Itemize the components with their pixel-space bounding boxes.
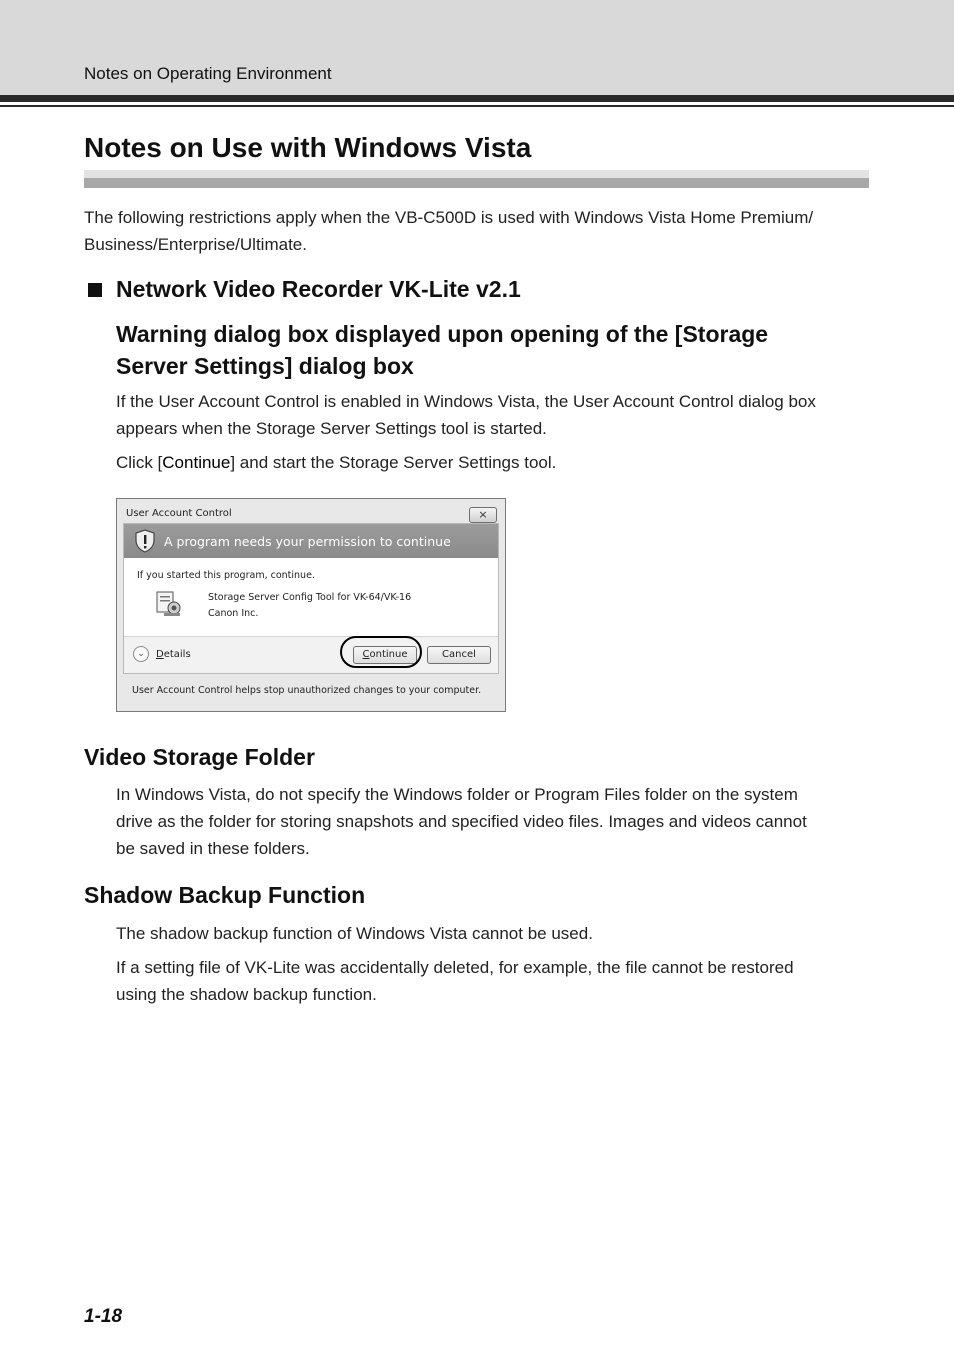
- dialog-started-text: If you started this program, continue.: [137, 570, 315, 581]
- nvr-para1-line-1: If the User Account Control is enabled in Windows Vista, the User Account Control dialog box: [116, 392, 816, 411]
- nvr-para1-line-2: appears when the Storage Server Settings tool is started.: [116, 419, 547, 438]
- continue-highlight-ring: [340, 636, 422, 668]
- intro-line-1: The following restrictions apply when the VB-C500D is used with Windows Vista Home Premium/: [84, 208, 814, 227]
- video-storage-line-2: drive as the folder for storing snapshots and specified video files. Images and videos cannot: [116, 812, 807, 831]
- intro-paragraph: [84, 204, 813, 258]
- dialog-program-name: Storage Server Config Tool for VK-64/VK-16: [208, 592, 412, 603]
- nvr-heading: Network Video Recorder VK-Lite v2.1: [116, 276, 521, 302]
- dialog-content: [123, 523, 499, 674]
- dialog-close-button[interactable]: ×: [469, 507, 497, 523]
- title-underline-light: [84, 170, 869, 178]
- dialog-footer-text: User Account Control helps stop unauthorized changes to your computer.: [132, 685, 482, 696]
- shadow-backup-para2-line-2: using the shadow backup function.: [116, 985, 377, 1004]
- shadow-backup-paragraph-1: The shadow backup function of Windows Vista cannot be used.: [116, 924, 593, 943]
- nvr-para2-suffix: ] and start the Storage Server Settings tool.: [230, 453, 557, 472]
- program-icon: [154, 590, 184, 618]
- page-title: Notes on Use with Windows Vista: [84, 132, 532, 163]
- nvr-para2-continue-label: Continue: [162, 453, 231, 472]
- shadow-backup-paragraph-2: [116, 954, 794, 1008]
- dialog-button-area: [124, 637, 498, 673]
- dialog-banner: [124, 524, 498, 558]
- header-rule-thin: [0, 105, 954, 107]
- warning-heading-line-2: Server Settings] dialog box: [116, 353, 414, 379]
- shield-warning-icon: [134, 529, 156, 553]
- dialog-title: User Account Control: [126, 508, 232, 519]
- dialog-publisher: Canon Inc.: [208, 608, 259, 619]
- shadow-backup-heading: Shadow Backup Function: [84, 882, 366, 908]
- continue-button[interactable]: Continue: [353, 646, 417, 664]
- warning-heading: [116, 318, 768, 382]
- title-underline-dark: [84, 178, 869, 188]
- video-storage-line-3: be saved in these folders.: [116, 839, 310, 858]
- details-toggle[interactable]: Details: [156, 649, 191, 660]
- video-storage-heading: Video Storage Folder: [84, 744, 315, 770]
- cancel-button[interactable]: Cancel: [427, 646, 491, 664]
- header-section-title: Notes on Operating Environment: [84, 64, 332, 83]
- video-storage-line-1: In Windows Vista, do not specify the Windows folder or Program Files folder on the system: [116, 785, 798, 804]
- chevron-down-icon[interactable]: ⌄: [133, 646, 149, 662]
- dialog-banner-text: A program needs your permission to continue: [164, 534, 451, 549]
- nvr-paragraph-2: [116, 449, 556, 476]
- header-rule-thick: [0, 95, 954, 102]
- square-bullet-icon: [88, 283, 102, 297]
- video-storage-paragraph: [116, 781, 807, 862]
- nvr-paragraph-1: [116, 388, 816, 442]
- uac-dialog-screenshot: [116, 498, 506, 712]
- page-number: 1-18: [84, 1306, 123, 1327]
- intro-line-2: Business/Enterprise/Ultimate.: [84, 235, 307, 254]
- nvr-para2-prefix: Click [: [116, 453, 163, 472]
- warning-heading-line-1: Warning dialog box displayed upon opening of the [Storage: [116, 321, 769, 347]
- shadow-backup-para2-line-1: If a setting file of VK-Lite was accidentally deleted, for example, the file cannot be restored: [116, 958, 794, 977]
